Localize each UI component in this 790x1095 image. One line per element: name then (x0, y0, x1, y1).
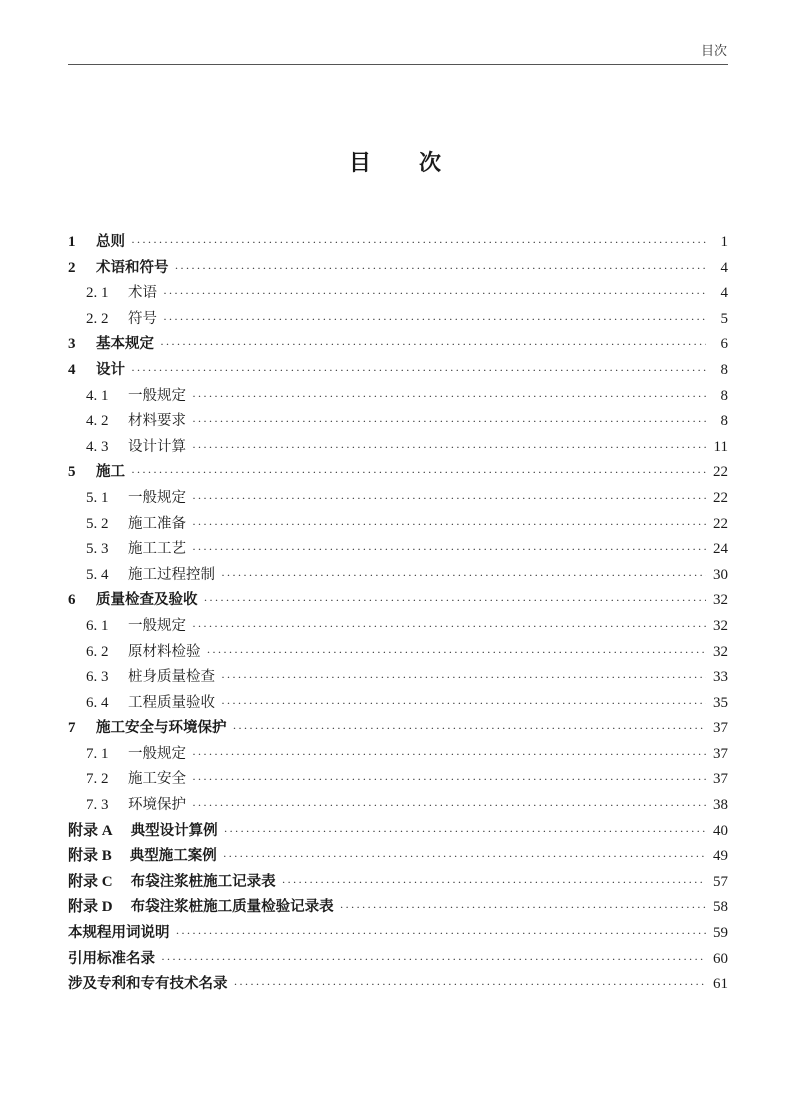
toc-entry-page: 40 (713, 822, 728, 839)
toc-entry-number: 4. 2 (86, 413, 109, 430)
toc-entry-title: 术语和符号 (96, 259, 169, 276)
toc-entry[interactable] (68, 281, 728, 307)
toc-entry-number: 5 (68, 464, 76, 481)
toc-entry-title: 符号 (128, 310, 157, 327)
toc-leader-dots (192, 435, 706, 461)
toc-entry-title: 桩身质量检查 (128, 669, 215, 686)
toc-entry-page: 35 (713, 694, 728, 711)
toc-entry[interactable] (68, 665, 728, 691)
toc-entry-number: 5. 3 (86, 541, 109, 558)
toc-leader-dots (192, 614, 706, 640)
toc-entry-number: 2 (68, 259, 76, 276)
toc-entry[interactable] (68, 870, 728, 896)
toc-leader-dots (224, 819, 706, 845)
toc-entry-title: 设计 (96, 361, 125, 378)
toc-entry[interactable] (68, 358, 728, 384)
toc-entry-title: 原材料检验 (128, 643, 201, 660)
toc-leader-dots (223, 844, 706, 870)
toc-entry-number: 7 (68, 720, 76, 737)
toc-entry-number: 2. 2 (86, 310, 109, 327)
toc-entry-page: 8 (720, 361, 728, 378)
toc-entry[interactable] (68, 640, 728, 666)
toc-entry-title: 术语 (128, 285, 157, 302)
toc-leader-dots (192, 793, 706, 819)
toc-entry[interactable] (68, 716, 728, 742)
toc-entry[interactable] (68, 230, 728, 256)
toc-entry-number: 附录 D (68, 899, 113, 916)
toc-entry[interactable] (68, 588, 728, 614)
toc-leader-dots (131, 460, 706, 486)
toc-entry[interactable] (68, 947, 728, 973)
toc-entry-title: 环境保护 (128, 797, 186, 814)
header-rule (68, 64, 728, 65)
toc-entry-page: 33 (713, 669, 728, 686)
toc-leader-dots (192, 537, 706, 563)
toc-leader-dots (221, 563, 706, 589)
toc-leader-dots (221, 691, 706, 717)
toc-entry-number: 附录 A (68, 822, 113, 839)
toc-entry-page: 32 (713, 617, 728, 634)
toc-entry-title: 施工准备 (128, 515, 186, 532)
toc-entry[interactable] (68, 409, 728, 435)
toc-entry-number: 附录 B (68, 848, 112, 865)
toc-entry[interactable] (68, 972, 728, 998)
toc-entry-page: 61 (713, 976, 728, 993)
toc-entry-page: 49 (713, 848, 728, 865)
toc-entry-number: 6. 3 (86, 669, 109, 686)
toc-entry[interactable] (68, 332, 728, 358)
toc-entry[interactable] (68, 256, 728, 282)
toc-entry-page: 22 (713, 515, 728, 532)
toc-entry-number: 7. 3 (86, 797, 109, 814)
toc-leader-dots (340, 895, 706, 921)
toc-entry-number: 6. 2 (86, 643, 109, 660)
toc-entry-page: 32 (713, 643, 728, 660)
toc-leader-dots (234, 972, 707, 998)
toc-entry-page: 24 (713, 541, 728, 558)
toc-leader-dots (192, 384, 706, 410)
toc-entry-number: 5. 2 (86, 515, 109, 532)
toc-entry[interactable] (68, 895, 728, 921)
toc-entry[interactable] (68, 512, 728, 538)
toc-leader-dots (192, 409, 706, 435)
toc-entry[interactable] (68, 563, 728, 589)
toc-entry-page: 1 (720, 234, 728, 250)
toc-entry-number: 3 (68, 336, 76, 353)
toc-leader-dots (221, 665, 706, 691)
toc-entry-title: 基本规定 (96, 336, 154, 353)
toc-entry-page: 22 (713, 464, 728, 481)
toc-leader-dots (192, 512, 706, 538)
toc-entry-page: 22 (713, 489, 728, 506)
toc-entry-page: 37 (713, 720, 728, 737)
toc-entry-title: 布袋注浆桩施工质量检验记录表 (130, 899, 334, 916)
toc-entry-title: 一般规定 (128, 617, 186, 634)
toc-entry-number: 6. 4 (86, 694, 109, 711)
toc-entry-page: 6 (720, 336, 728, 353)
toc-entry-page: 32 (713, 592, 728, 609)
toc-entry-number: 5. 1 (86, 489, 109, 506)
toc-entry-page: 8 (720, 387, 728, 404)
toc-entry[interactable] (68, 460, 728, 486)
toc-entry-title: 布袋注浆桩施工记录表 (130, 873, 276, 890)
toc-entry-page: 5 (720, 310, 728, 327)
table-of-contents (68, 230, 728, 998)
toc-entry-page: 30 (713, 566, 728, 583)
toc-leader-dots (233, 716, 707, 742)
toc-leader-dots (282, 870, 706, 896)
toc-entry[interactable] (68, 844, 728, 870)
toc-entry-page: 4 (720, 285, 728, 302)
toc-entry-title: 工程质量验收 (128, 694, 215, 711)
toc-leader-dots (163, 281, 706, 307)
toc-entry-title: 施工 (96, 464, 125, 481)
toc-entry[interactable] (68, 537, 728, 563)
toc-entry-number: 7. 1 (86, 745, 109, 762)
toc-entry-title: 施工安全 (128, 771, 186, 788)
toc-entry[interactable] (68, 307, 728, 333)
toc-entry-title: 本规程用词说明 (68, 925, 170, 942)
toc-entry-number: 2. 1 (86, 285, 109, 302)
toc-leader-dots (161, 947, 706, 973)
toc-entry[interactable] (68, 742, 728, 768)
toc-entry[interactable] (68, 691, 728, 717)
toc-entry-title: 施工安全与环境保护 (96, 720, 227, 737)
toc-entry-number: 附录 C (68, 873, 113, 890)
toc-entry[interactable] (68, 921, 728, 947)
toc-entry-page: 38 (713, 797, 728, 814)
toc-entry[interactable] (68, 767, 728, 793)
toc-entry-title: 设计计算 (128, 438, 186, 455)
toc-entry[interactable] (68, 384, 728, 410)
toc-leader-dots (192, 767, 706, 793)
toc-entry-title: 引用标准名录 (68, 950, 155, 967)
toc-entry-page: 11 (713, 438, 728, 455)
toc-entry-page: 60 (713, 950, 728, 967)
toc-leader-dots (204, 588, 707, 614)
toc-entry-number: 7. 2 (86, 771, 109, 788)
toc-entry-title: 典型设计算例 (130, 822, 218, 839)
toc-entry[interactable] (68, 819, 728, 845)
toc-entry-title: 涉及专利和专有技术名录 (68, 976, 228, 993)
toc-entry-page: 37 (713, 771, 728, 788)
toc-leader-dots (176, 921, 707, 947)
toc-leader-dots (192, 486, 706, 512)
toc-entry[interactable] (68, 793, 728, 819)
toc-entry-page: 58 (713, 899, 728, 916)
toc-entry[interactable] (68, 486, 728, 512)
toc-entry-title: 典型施工案例 (129, 848, 217, 865)
toc-leader-dots (207, 640, 707, 666)
toc-leader-dots (131, 230, 706, 256)
toc-entry[interactable] (68, 435, 728, 461)
toc-entry-title: 一般规定 (128, 387, 186, 404)
toc-leader-dots (131, 358, 706, 384)
toc-entry-page: 59 (713, 925, 728, 942)
toc-entry-title: 施工工艺 (128, 541, 186, 558)
toc-entry-number: 6 (68, 592, 76, 609)
toc-entry-title: 质量检查及验收 (96, 592, 198, 609)
toc-entry[interactable] (68, 614, 728, 640)
toc-leader-dots (192, 742, 706, 768)
toc-entry-number: 1 (68, 234, 76, 250)
toc-entry-title: 一般规定 (128, 489, 186, 506)
toc-leader-dots (175, 256, 707, 282)
toc-entry-number: 5. 4 (86, 566, 109, 583)
toc-entry-page: 57 (713, 873, 728, 890)
toc-entry-number: 4. 3 (86, 438, 109, 455)
toc-entry-number: 4. 1 (86, 387, 109, 404)
toc-leader-dots (163, 307, 706, 333)
toc-entry-title: 施工过程控制 (128, 566, 215, 583)
running-header: 目次 (700, 44, 727, 59)
toc-entry-title: 材料要求 (128, 413, 186, 430)
toc-entry-title: 总则 (96, 234, 125, 250)
toc-entry-title: 一般规定 (128, 745, 186, 762)
toc-entry-page: 37 (713, 745, 728, 762)
toc-entry-number: 4 (68, 361, 76, 378)
toc-title: 目次 (348, 151, 489, 176)
toc-entry-number: 6. 1 (86, 617, 109, 634)
toc-entry-page: 4 (720, 259, 728, 276)
toc-entry-page: 8 (720, 413, 728, 430)
toc-leader-dots (160, 332, 706, 358)
